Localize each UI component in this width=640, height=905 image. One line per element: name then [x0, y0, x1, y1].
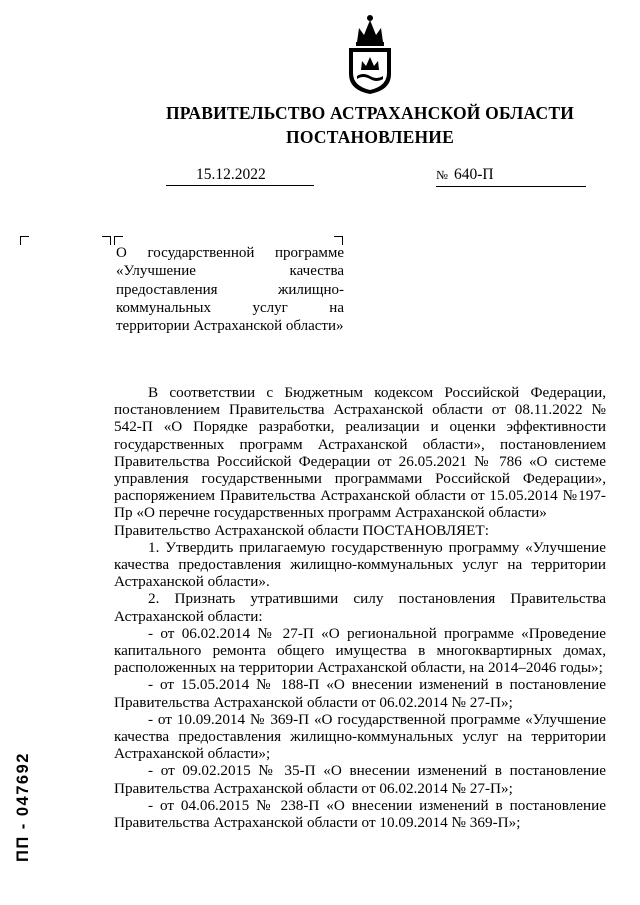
- repealed-item: - от 15.05.2014 № 188-П «О внесении изменений в постановление Правительства Астраханской области от 06.02.2014 № 27-П»;: [114, 676, 606, 711]
- document-number: 640-П: [453, 166, 494, 183]
- document-body: [114, 384, 606, 831]
- repealed-item: - от 06.02.2014 № 27-П «О региональной программе «Проведение капитального ремонта общего имущества в многоквартирных домах, расположенных на территории Астраханской области, на 2014–2046 годы»;: [114, 624, 606, 677]
- item-1-paragraph: 1. Утвердить прилагаемую государственную программу «Улучшение качества предоставления жилищно-коммунальных услуг на территории Астраханской области».: [114, 538, 606, 591]
- document-date: 15.12.2022: [166, 166, 314, 186]
- organization-title: ПРАВИТЕЛЬСТВО АСТРАХАНСКОЙ ОБЛАСТИ: [165, 103, 575, 123]
- repealed-item: - от 10.09.2014 № 369-П «О государственной программе «Улучшение качества предоставления жилищно-коммунальных услуг на территории Астраханской области»;: [114, 710, 606, 763]
- corner-mark: [20, 236, 29, 245]
- repealed-item: - от 09.02.2015 № 35-П «О внесении изменений в постановление Правительства Астраханской области от 06.02.2014 № 27-П»;: [114, 762, 606, 797]
- repealed-item: - от 04.06.2015 № 238-П «О внесении изменений в постановление Правительства Астраханской области от 10.09.2014 № 369-П»;: [114, 796, 606, 832]
- resolves-paragraph: Правительство Астраханской области ПОСТАНОВЛЯЕТ:: [114, 521, 489, 539]
- corner-mark: [102, 236, 111, 245]
- number-sign: №: [436, 168, 448, 182]
- side-serial-code: ПП - 047692: [14, 752, 32, 862]
- item-2-paragraph: 2. Признать утратившими силу постановления Правительства Астраханской области:: [114, 590, 606, 625]
- document-number-field: [436, 166, 586, 187]
- document-type: ПОСТАНОВЛЕНИЕ: [286, 127, 454, 147]
- preamble-paragraph: В соответствии с Бюджетным кодексом Российской Федерации, постановлением Правительства Астраханской области от 08.11.2022 № 542-П «О Порядке разработки, реализации и оценки эффективности государственных программ Астраханской области», постановлением Правительства Российской Федерации от 26.05.2021 № 786 «О системе управления государственными программами Российской Федерации», распоряжением Правительства Астраханской области от 15.05.2014 №197-Пр «О перечне государственных программ Астраханской области»: [114, 384, 606, 522]
- document-subject: О государственной программе «Улучшение качества предоставления жилищно-коммунальных услуг на территории Астраханской области»: [116, 245, 344, 335]
- coat-of-arms-icon: [343, 12, 397, 96]
